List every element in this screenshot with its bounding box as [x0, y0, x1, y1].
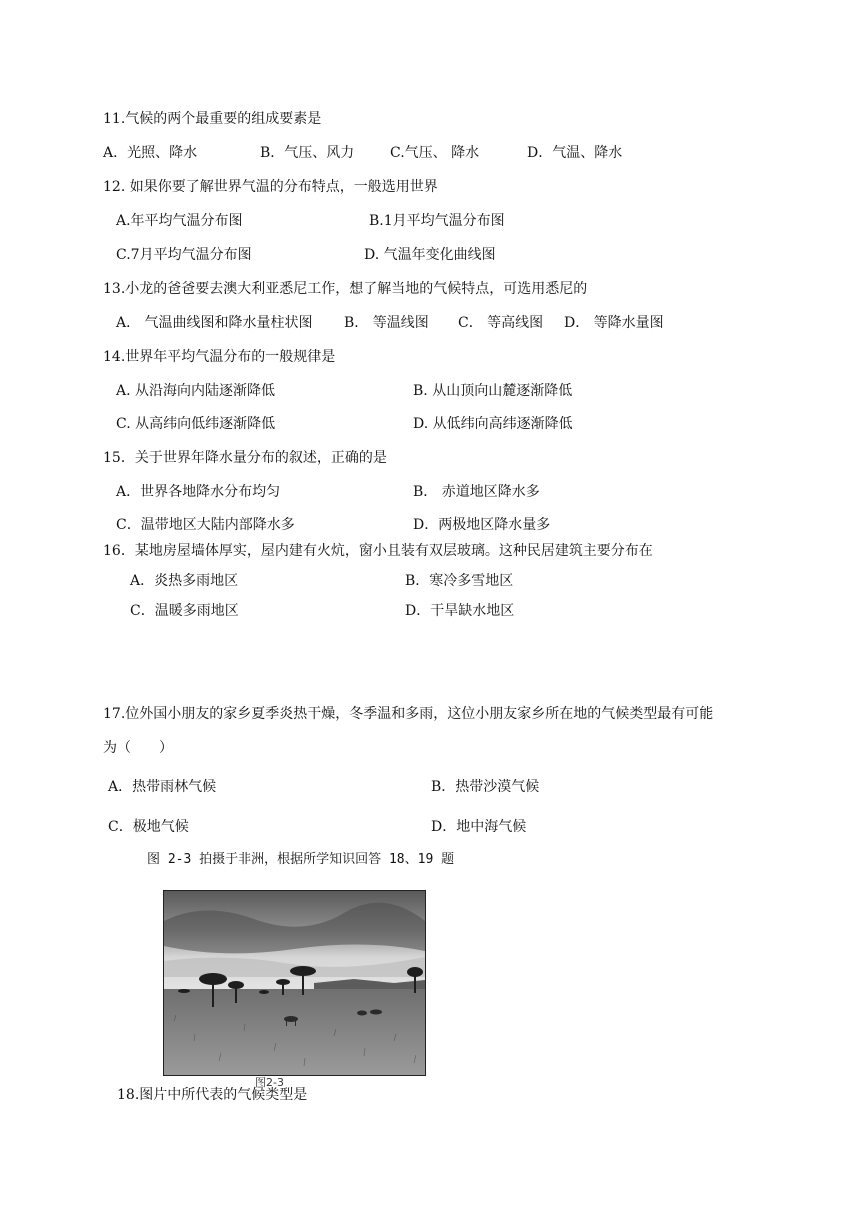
question-14-option-c: C. 从高纬向低纬逐渐降低 — [116, 416, 276, 432]
question-15-option-d: D．两极地区降水量多 — [413, 517, 551, 533]
question-17-option-b: B．热带沙漠气候 — [431, 779, 540, 795]
question-14-option-d: D. 从低纬向高纬逐渐降低 — [413, 416, 573, 432]
question-13-option-c: C． 等高线图 — [458, 315, 544, 331]
question-14-option-b: B. 从山顶向山麓逐渐降低 — [413, 383, 573, 399]
question-11-option-b: B．气压、风力 — [260, 145, 355, 161]
question-14-stem: 14.世界年平均气温分布的一般规律是 — [103, 349, 336, 365]
question-17-option-d: D．地中海气候 — [431, 819, 527, 835]
question-12-option-d: D. 气温年变化曲线图 — [364, 247, 496, 263]
question-14-option-a: A. 从沿海向内陆逐渐降低 — [116, 383, 276, 399]
question-12-option-a: A.年平均气温分布图 — [116, 213, 243, 229]
question-15-option-a: A．世界各地降水分布均匀 — [116, 484, 281, 500]
question-12-option-b: B.1月平均气温分布图 — [369, 213, 505, 229]
question-16-option-d: D．干旱缺水地区 — [405, 603, 515, 619]
question-17-option-c: C．极地气候 — [108, 819, 189, 835]
question-11-option-c: C.气压、 降水 — [390, 145, 480, 161]
question-16-option-b: B．寒冷多雪地区 — [405, 573, 514, 589]
question-16-option-a: A．炎热多雨地区 — [130, 573, 239, 589]
question-15-option-b: B． 赤道地区降水多 — [413, 484, 540, 500]
question-17-stem: 17.位外国小朋友的家乡夏季炎热干燥，冬季温和多雨，这位小朋友家乡所在地的气候类型最有可能 — [103, 706, 714, 722]
question-15-stem: 15．关于世界年降水量分布的叙述，正确的是 — [103, 450, 387, 466]
question-17-option-a: A．热带雨林气候 — [108, 779, 217, 795]
question-12-stem: 12. 如果你要了解世界气温的分布特点，一般选用世界 — [103, 179, 438, 195]
question-13-stem: 13.小龙的爸爸要去澳大利亚悉尼工作，想了解当地的气候特点，可选用悉尼的 — [103, 281, 588, 297]
question-18-stem: 18.图片中所代表的气候类型是 — [117, 1087, 308, 1103]
question-12-option-c: C.7月平均气温分布图 — [116, 247, 252, 263]
savanna-photo — [163, 890, 426, 1076]
question-11-stem: 11.气候的两个最重要的组成要素是 — [103, 111, 322, 127]
question-15-option-c: C．温带地区大陆内部降水多 — [116, 517, 295, 533]
question-11-option-a: A．光照、降水 — [103, 145, 198, 161]
question-16-option-c: C．温暖多雨地区 — [130, 603, 239, 619]
question-13-option-a: A． 气温曲线图和降水量柱状图 — [116, 315, 313, 331]
figure-caption: 图2-3 — [255, 1076, 284, 1089]
question-11-option-d: D．气温、降水 — [527, 145, 623, 161]
question-16-stem: 16．某地房屋墙体厚实，屋内建有火炕，窗小且装有双层玻璃。这种民居建筑主要分布在 — [103, 543, 653, 559]
question-13-option-b: B． 等温线图 — [344, 315, 429, 331]
question-17-stem-continued: 为（ ） — [103, 740, 173, 756]
figure-intro: 图 2-3 拍摄于非洲，根据所学知识回答 18、19 题 — [147, 852, 455, 867]
question-13-option-d: D． 等降水量图 — [564, 315, 664, 331]
